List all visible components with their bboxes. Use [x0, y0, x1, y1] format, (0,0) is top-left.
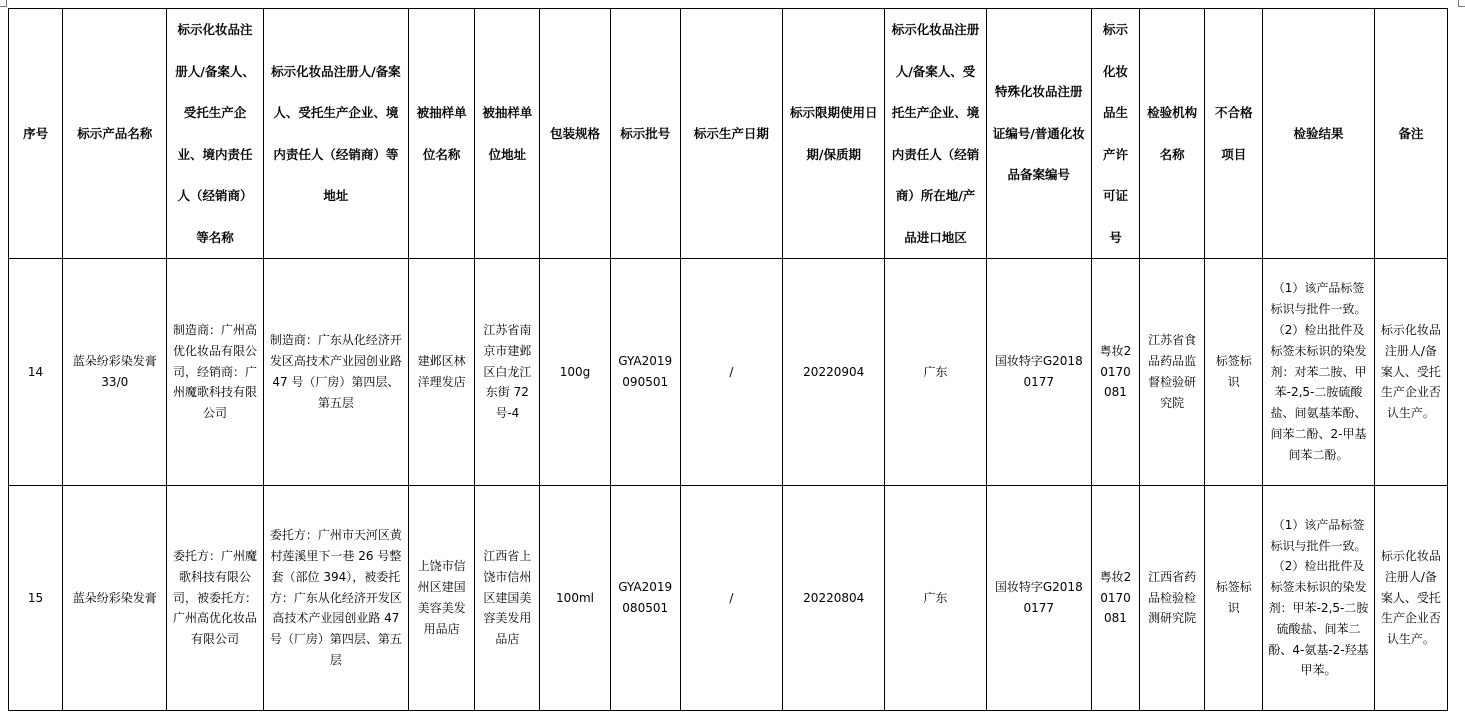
cell-production-date: /	[680, 486, 782, 711]
header-cell: 检验结果	[1263, 9, 1374, 259]
cell-failed-item: 标签标识	[1205, 486, 1263, 711]
cell-sampled-unit-name: 上饶市信州区建国美容美发用品店	[409, 486, 475, 711]
header-cell: 被抽样单位地址	[475, 9, 540, 259]
cell-company-name: 委托方：广州魔歌科技有限公司，被委托方：广州高优化妆品有限公司	[167, 486, 263, 711]
header-cell: 标示产品名称	[63, 9, 167, 259]
cell-origin: 广东	[885, 486, 986, 711]
header-cell: 标示化妆品注册人/备案人、受托生产企业、境内责任人（经销商）等名称	[167, 9, 263, 259]
cell-sampled-unit-address: 江西省上饶市信州区建国美容美发用品店	[475, 486, 540, 711]
page-corner-mark-left	[0, 0, 7, 7]
header-cell: 备注	[1374, 9, 1447, 259]
cell-expiry: 20220804	[783, 486, 885, 711]
cell-registration-no: 国妆特字G20180177	[986, 259, 1091, 486]
header-cell: 标示限期使用日期/保质期	[783, 9, 885, 259]
inspection-results-table	[8, 8, 1448, 711]
header-cell: 包装规格	[540, 9, 610, 259]
cell-expiry: 20220904	[783, 259, 885, 486]
cell-sampled-unit-address: 江苏省南京市建邺区白龙江东街 72 号-4	[475, 259, 540, 486]
header-cell: 标示化妆品注册人/备案人、受托生产企业、境内责任人（经销商）等地址	[263, 9, 408, 259]
header-cell: 被抽样单位名称	[409, 9, 475, 259]
header-cell: 特殊化妆品注册证编号/普通化妆品备案编号	[986, 9, 1091, 259]
header-cell: 标示生产日期	[680, 9, 782, 259]
cell-production-date: /	[680, 259, 782, 486]
header-cell: 标示批号	[610, 9, 680, 259]
header-cell: 不合格项目	[1205, 9, 1263, 259]
cell-failed-item: 标签标识	[1205, 259, 1263, 486]
cell-lab-name: 江西省药品检验检测研究院	[1140, 486, 1205, 711]
cell-remark: 标示化妆品注册人/备案人、受托生产企业否认生产。	[1374, 486, 1447, 711]
table-row	[9, 486, 1448, 711]
cell-package-spec: 100ml	[540, 486, 610, 711]
cell-remark: 标示化妆品注册人/备案人、受托生产企业否认生产。	[1374, 259, 1447, 486]
cell-result: （1）该产品标签标识与批件一致。（2）检出批件及标签未标识的染发剂：甲苯-2,5-二胺硫酸盐、间苯二酚、4-氨基-2-羟基甲苯。	[1263, 486, 1374, 711]
cell-seq: 15	[9, 486, 63, 711]
page-corner-mark-right	[1458, 0, 1465, 7]
cell-seq: 14	[9, 259, 63, 486]
table-row	[9, 259, 1448, 486]
header-cell: 序号	[9, 9, 63, 259]
cell-company-address: 制造商：广东从化经济开发区高技术产业园创业路 47 号（厂房）第四层、第五层	[263, 259, 408, 486]
cell-product-name: 蓝朵纷彩染发膏	[63, 486, 167, 711]
cell-registration-no: 国妆特字G20180177	[986, 486, 1091, 711]
header-cell: 标示化妆品注册人/备案人、受托生产企业、境内责任人（经销商）所在地/产品进口地区	[885, 9, 986, 259]
cell-batch-no: GYA2019080501	[610, 486, 680, 711]
cell-lab-name: 江苏省食品药品监督检验研究院	[1140, 259, 1205, 486]
table-header-row	[9, 9, 1448, 259]
header-cell: 检验机构名称	[1140, 9, 1205, 259]
cell-product-name: 蓝朵纷彩染发膏 33/0	[63, 259, 167, 486]
cell-license-no: 粤妆20170081	[1091, 486, 1139, 711]
cell-origin: 广东	[885, 259, 986, 486]
header-cell: 标示化妆品生产许可证号	[1091, 9, 1139, 259]
cell-company-name: 制造商：广州高优化妆品有限公司，经销商：广州魔歌科技有限公司	[167, 259, 263, 486]
cell-package-spec: 100g	[540, 259, 610, 486]
cell-result: （1）该产品标签标识与批件一致。（2）检出批件及标签未标识的染发剂：对苯二胺、甲苯-2,5-二胺硫酸盐、间氨基苯酚、间苯二酚、2-甲基间苯二酚。	[1263, 259, 1374, 486]
cell-sampled-unit-name: 建邺区林洋理发店	[409, 259, 475, 486]
cell-company-address: 委托方：广州市天河区黄村莲溪里下一巷 26 号整套（部位 394），被委托方：广东从化经济开发区高技术产业园创业路 47 号（厂房）第四层、第五层	[263, 486, 408, 711]
cell-batch-no: GYA2019090501	[610, 259, 680, 486]
cell-license-no: 粤妆20170081	[1091, 259, 1139, 486]
